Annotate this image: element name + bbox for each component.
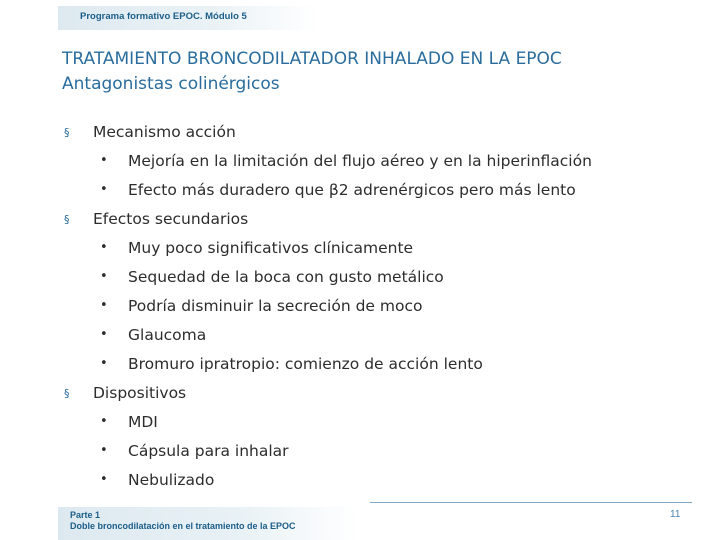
list-item [64,179,704,208]
section-mecanismo [64,121,704,150]
dot-bullet-icon: • [100,298,108,313]
list-item-text: Cápsula para inhalar [128,442,289,460]
list-item-text: MDI [128,413,158,431]
slide-title-main: TRATAMIENTO BRONCODILATADOR INHALADO EN LA EPOC [62,49,562,69]
list-item [64,324,704,353]
list-item [64,295,704,324]
dot-bullet-icon: • [100,443,108,458]
list-item [64,469,704,498]
dot-bullet-icon: • [100,414,108,429]
list-item-text: Mejoría en la limitación del flujo aéreo y en la hiperinflación [128,152,592,170]
dot-bullet-icon: • [100,240,108,255]
list-item [64,411,704,440]
list-item-text: Glaucoma [128,326,207,344]
footer-part-label: Parte 1 [70,510,101,520]
list-item [64,150,704,179]
dot-bullet-icon: • [100,182,108,197]
list-item [64,440,704,469]
square-bullet-icon: § [64,387,70,400]
dot-bullet-icon: • [100,472,108,487]
section-heading: Mecanismo acción [93,123,236,141]
list-item-text: Efecto más duradero que β2 adrenérgicos pero más lento [128,181,576,199]
list-item-text: Sequedad de la boca con gusto metálico [128,268,444,286]
square-bullet-icon: § [64,213,70,226]
section-efectos-secundarios [64,208,704,237]
page-number: 11 [670,509,681,520]
footer-band [58,507,358,540]
list-item [64,266,704,295]
list-item-text: Podría disminuir la secreción de moco [128,297,423,315]
program-header-band [58,6,318,30]
list-item-text: Muy poco significativos clínicamente [128,239,414,257]
footer-subtitle: Doble broncodilatación en el tratamiento de la EPOC [70,521,296,531]
bullet-content [64,121,704,498]
list-item [64,237,704,266]
list-item-text: Nebulizado [128,471,215,489]
list-item-text: Bromuro ipratropio: comienzo de acción lento [128,355,483,373]
dot-bullet-icon: • [100,327,108,342]
section-heading: Dispositivos [93,384,187,402]
section-dispositivos [64,382,704,411]
square-bullet-icon: § [64,126,70,139]
dot-bullet-icon: • [100,153,108,168]
section-heading: Efectos secundarios [93,210,249,228]
footer-divider [370,502,692,503]
dot-bullet-icon: • [100,269,108,284]
slide-title [62,47,562,97]
dot-bullet-icon: • [100,356,108,371]
program-label: Programa formativo EPOC. Módulo 5 [80,11,247,22]
slide-title-sub: Antagonistas colinérgicos [62,74,280,94]
list-item [64,353,704,382]
